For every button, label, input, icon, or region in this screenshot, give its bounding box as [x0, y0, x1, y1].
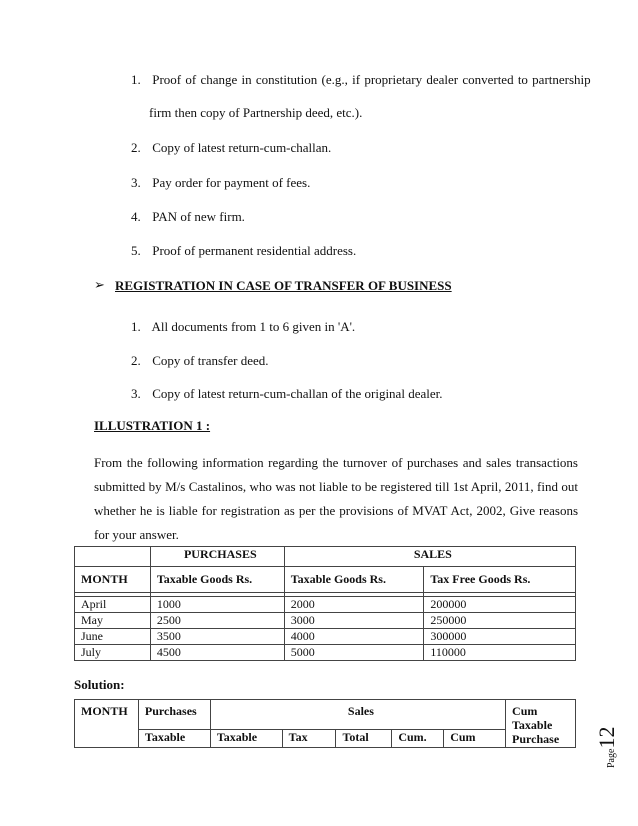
cell-purchase-taxable: 3500: [150, 629, 284, 645]
page-number: [588, 688, 628, 768]
illustration-paragraph: [94, 451, 578, 547]
cell-month: July: [75, 645, 151, 661]
cell-sales-taxable: 3000: [284, 613, 424, 629]
table-row: [75, 629, 576, 645]
list-a-text-1-line2: firm then copy of Partnership deed, etc.).: [149, 105, 363, 120]
solution-month-header: MONTH: [75, 700, 139, 748]
cell-sales-taxfree: 300000: [424, 629, 576, 645]
cell-sales-taxable: 4000: [284, 629, 424, 645]
list-b-item-2: [131, 353, 269, 369]
list-a-num-5: 5.: [131, 243, 141, 258]
cell-sales-taxfree: 110000: [424, 645, 576, 661]
list-b-text-1: All documents from 1 to 6 given in 'A'.: [151, 319, 356, 334]
solution-purchases-header: Purchases: [138, 700, 210, 730]
list-a-num-3: 3.: [131, 175, 141, 190]
list-a-text-2: Copy of latest return-cum-challan.: [152, 140, 332, 155]
sub-taxable-1: Taxable: [138, 730, 210, 748]
list-b-text-3: Copy of latest return-cum-challan of the original dealer.: [152, 386, 443, 401]
cum-line-3: Purchase: [512, 732, 560, 746]
purchase-taxable-header: Taxable Goods Rs.: [150, 567, 284, 593]
solution-sales-header: Sales: [210, 700, 505, 730]
illustration-title: ILLUSTRATION 1 :: [94, 418, 211, 433]
list-a-item-3: [131, 175, 310, 191]
cell-purchase-taxable: 1000: [150, 597, 284, 613]
page-number-value: 12: [594, 726, 619, 749]
cum-taxable-purchase-header: [506, 700, 576, 748]
cell-sales-taxable: 5000: [284, 645, 424, 661]
solution-table: [74, 699, 576, 748]
turnover-table: [74, 546, 576, 661]
solution-label: Solution:: [74, 677, 125, 692]
table-row: [75, 645, 576, 661]
cell-purchase-taxable: 2500: [150, 613, 284, 629]
cum-line-2: Taxable: [512, 718, 553, 732]
purchases-group-header: PURCHASES: [150, 547, 284, 567]
paragraph-line-2: submitted by M/s Castalinos, who was not liable to be registered till 1st April, 2011, find out: [94, 479, 578, 494]
list-b-item-3: [131, 386, 442, 402]
list-a-item-4: [131, 209, 245, 225]
list-a-text-1-line1: Proof of change in constitution (e.g., if proprietary dealer converted to partnership: [152, 72, 591, 87]
paragraph-line-3: whether he is liable for registration as per the provisions of MVAT Act, 2002, Give reasons: [94, 503, 578, 518]
table-row: [75, 597, 576, 613]
section-heading: REGISTRATION IN CASE OF TRANSFER OF BUSINESS: [115, 278, 452, 293]
table-row: [75, 613, 576, 629]
list-a-item-1: [131, 72, 591, 88]
sales-group-header: SALES: [284, 547, 575, 567]
cell-sales-taxfree: 200000: [424, 597, 576, 613]
list-b-num-3: 3.: [131, 386, 141, 401]
month-header: MONTH: [75, 567, 151, 593]
sub-tax: Tax: [282, 730, 336, 748]
list-a-num-1: 1.: [131, 72, 141, 87]
list-a-item-2: [131, 140, 331, 156]
sub-total: Total: [336, 730, 392, 748]
list-b-num-2: 2.: [131, 353, 141, 368]
empty-header-cell: [75, 547, 151, 567]
list-a-num-4: 4.: [131, 209, 141, 224]
list-a-text-3: Pay order for payment of fees.: [152, 175, 311, 190]
paragraph-line-4: for your answer.: [94, 527, 179, 542]
list-b-item-1: [131, 319, 355, 335]
sub-cum-2: Cum: [444, 730, 506, 748]
sales-taxable-header: Taxable Goods Rs.: [284, 567, 424, 593]
cell-sales-taxfree: 250000: [424, 613, 576, 629]
list-a-text-4: PAN of new firm.: [152, 209, 245, 224]
list-a-num-2: 2.: [131, 140, 141, 155]
list-b-text-2: Copy of transfer deed.: [152, 353, 269, 368]
page-label: Page: [606, 748, 617, 768]
cell-purchase-taxable: 4500: [150, 645, 284, 661]
cell-month: April: [75, 597, 151, 613]
cell-sales-taxable: 2000: [284, 597, 424, 613]
list-a-item-5: [131, 243, 356, 259]
cell-month: June: [75, 629, 151, 645]
sub-cum-1: Cum.: [392, 730, 444, 748]
sales-taxfree-header: Tax Free Goods Rs.: [424, 567, 576, 593]
arrow-bullet-icon: ➢: [94, 277, 105, 292]
list-a-text-5: Proof of permanent residential address.: [152, 243, 357, 258]
cell-month: May: [75, 613, 151, 629]
cum-line-1: Cum: [512, 704, 538, 718]
sub-taxable-2: Taxable: [210, 730, 282, 748]
paragraph-line-1: From the following information regarding the turnover of purchases and sales transactions: [94, 455, 578, 470]
list-b-num-1: 1.: [131, 319, 141, 334]
